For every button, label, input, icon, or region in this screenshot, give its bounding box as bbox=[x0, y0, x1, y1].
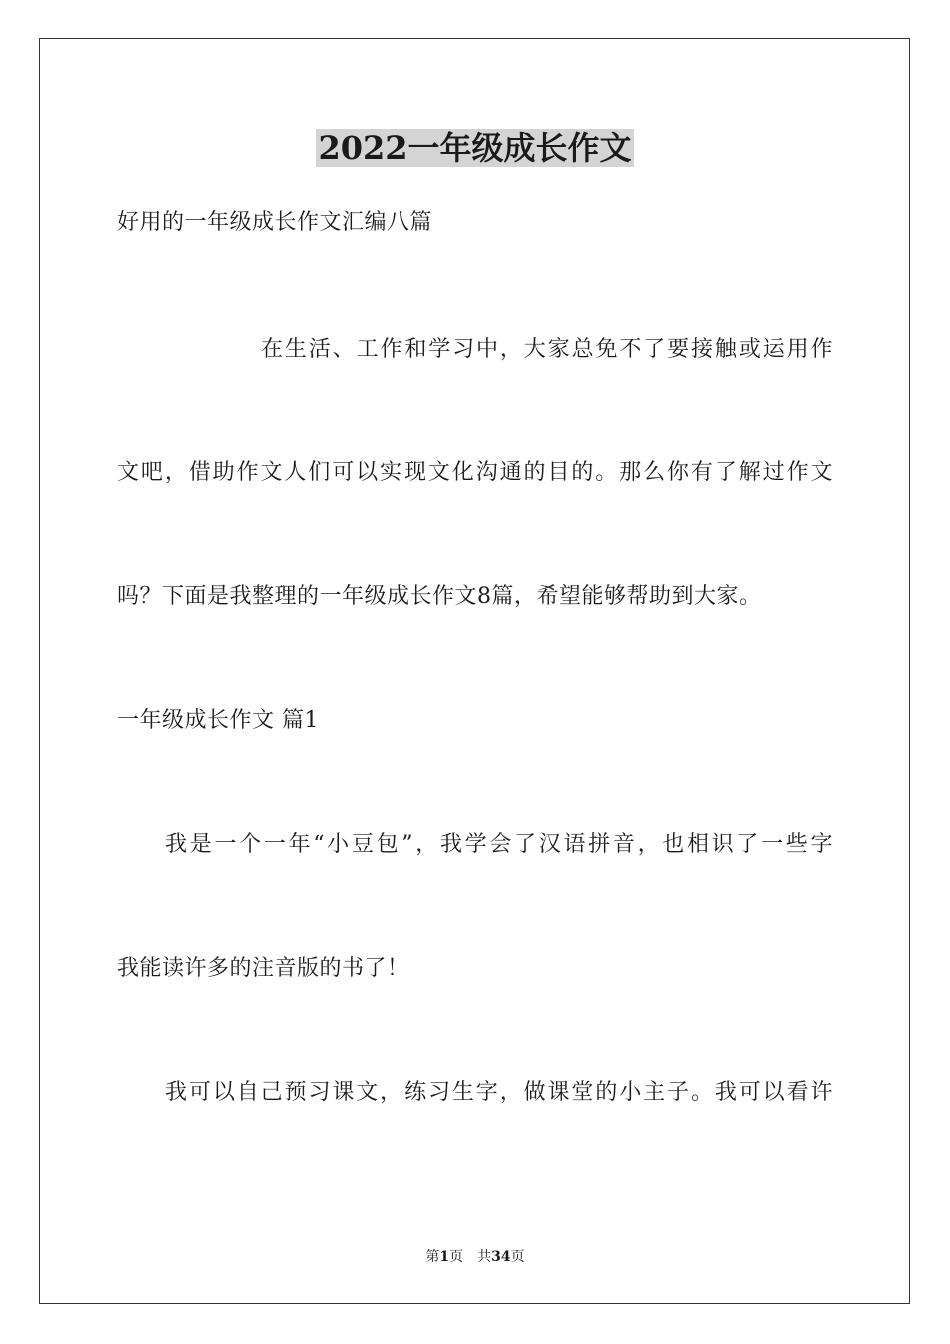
document-title bbox=[0, 128, 950, 168]
document-subtitle: 好用的一年级成长作文汇编八篇 bbox=[117, 210, 433, 235]
paragraph-line-2: 文吧，借助作文人们可以实现文化沟通的目的。那么你有了解过作文 bbox=[117, 460, 833, 485]
paragraph-line-1: 在生活、工作和学习中，大家总免不了要接触或运用作 bbox=[261, 337, 833, 362]
footer-total-pages: 34 bbox=[491, 1249, 511, 1265]
footer-page-prefix: 第 bbox=[425, 1249, 440, 1265]
footer-total-suffix: 页 bbox=[510, 1249, 525, 1265]
paragraph-line-6: 我可以自己预习课文，练习生字，做课堂的小主子。我可以看许 bbox=[165, 1080, 833, 1105]
footer-page-suffix: 页 bbox=[449, 1249, 464, 1265]
paragraph-line-4: 我是一个一年“小豆包”，我学会了汉语拼音，也相识了一些字 bbox=[165, 832, 833, 857]
document-title-text: 2022一年级成长作文 bbox=[318, 129, 632, 167]
footer-page-current: 1 bbox=[439, 1249, 450, 1265]
footer-total-prefix: 共 bbox=[477, 1249, 492, 1265]
paragraph-line-3: 吗？下面是我整理的一年级成长作文8篇，希望能够帮助到大家。 bbox=[117, 584, 762, 609]
section-heading: 一年级成长作文 篇1 bbox=[117, 708, 319, 733]
paragraph-line-5: 我能读许多的注音版的书了！ bbox=[117, 956, 410, 981]
page-footer bbox=[0, 1247, 950, 1267]
